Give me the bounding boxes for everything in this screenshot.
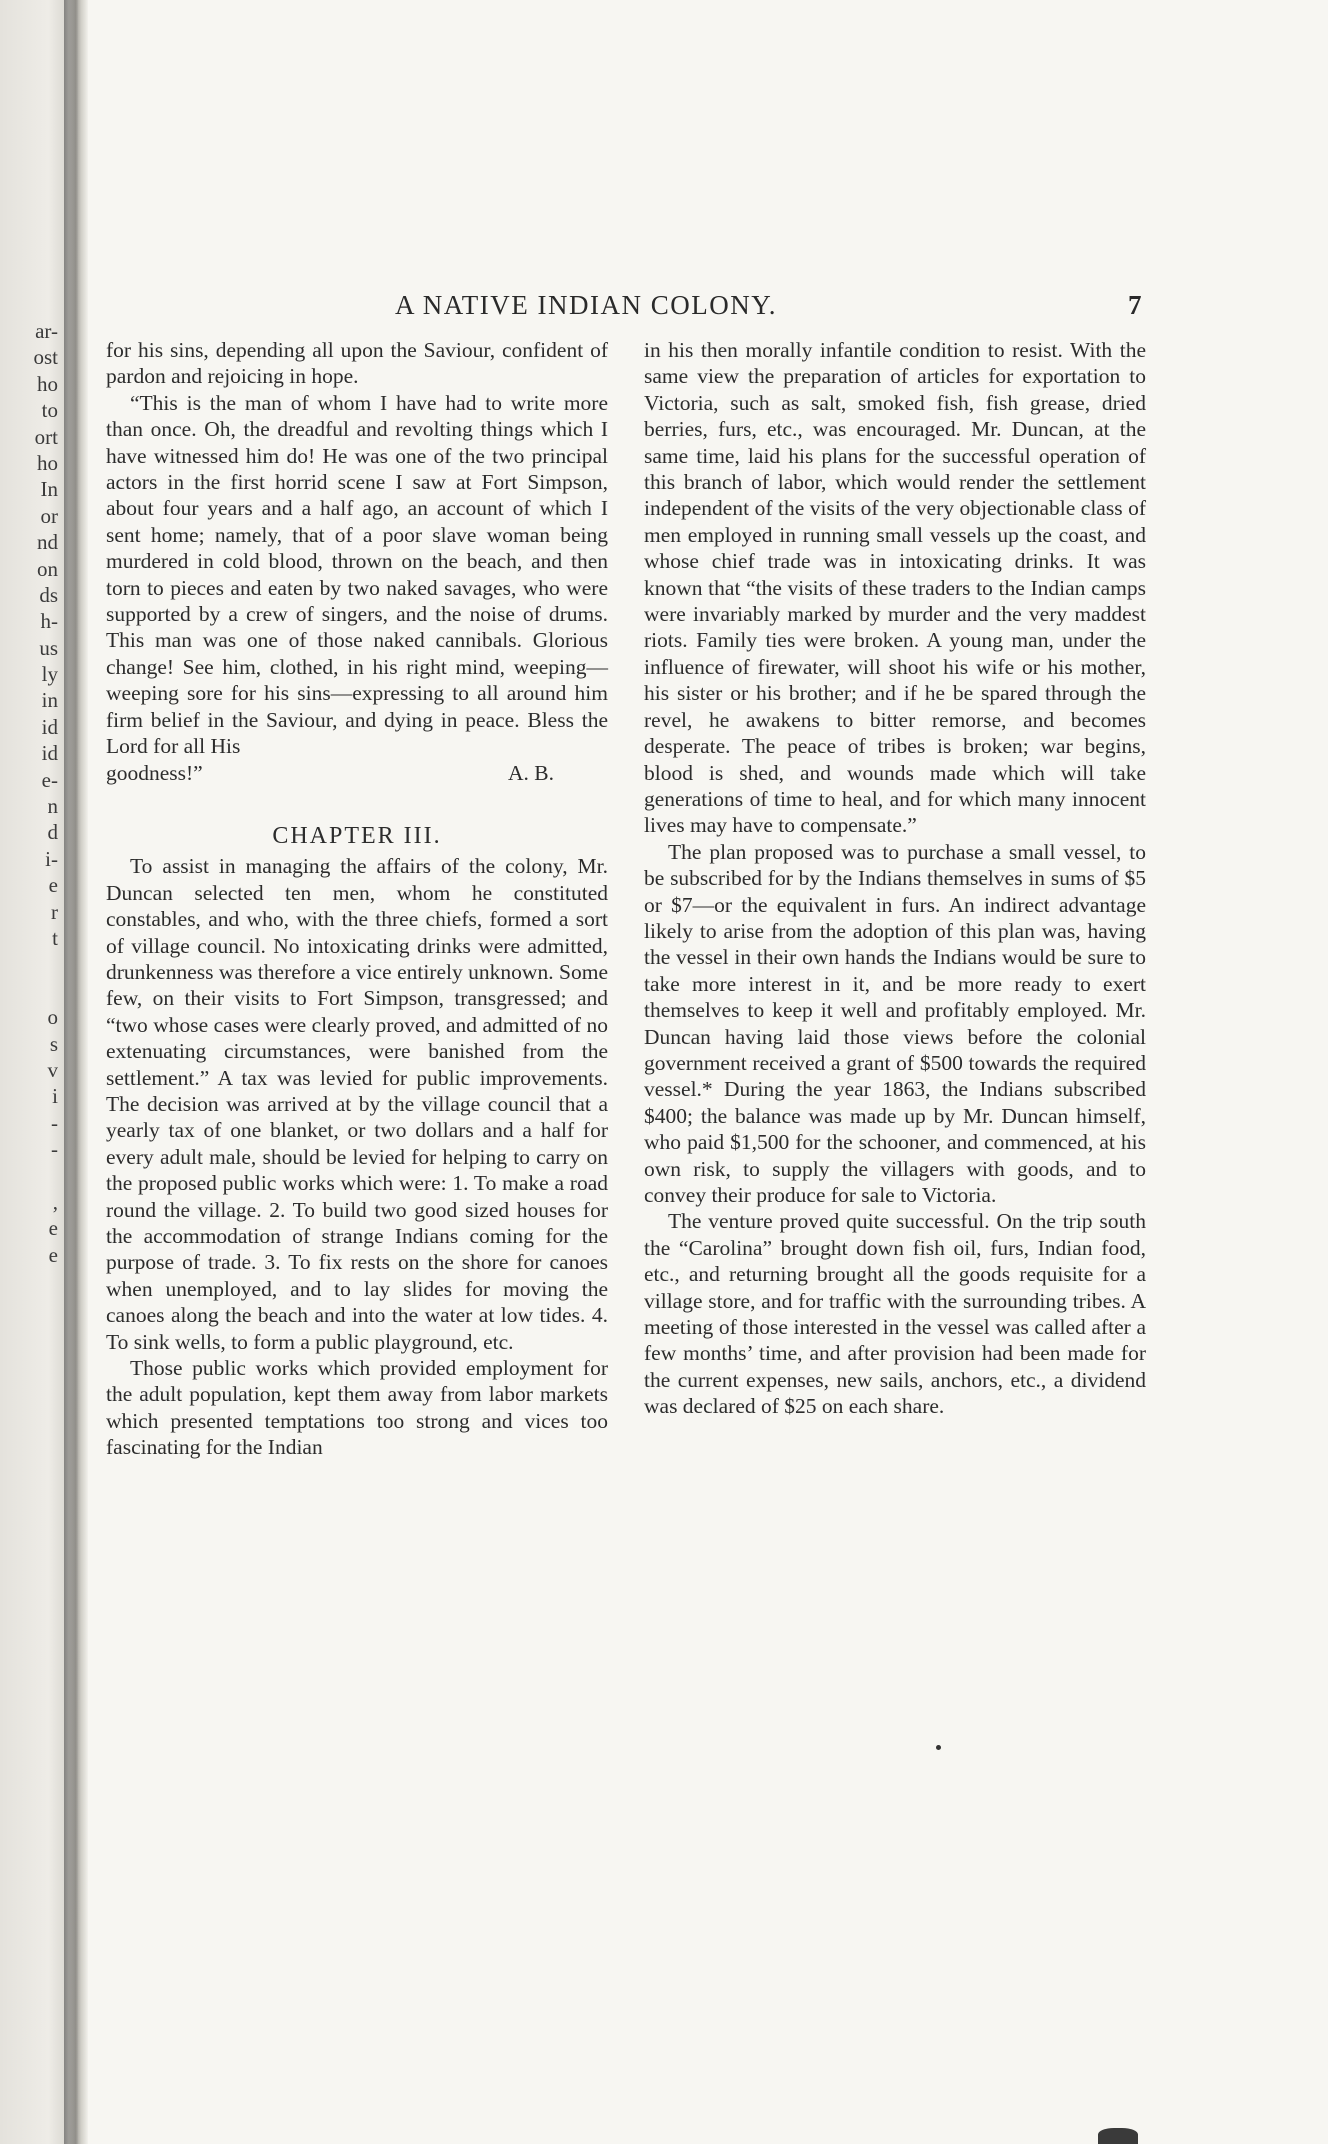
previous-page-fragments bbox=[0, 318, 58, 1268]
previous-page-fragment: d bbox=[47, 820, 58, 845]
previous-page-fragment: or bbox=[40, 503, 58, 528]
previous-page-fragment: - bbox=[51, 1110, 58, 1135]
previous-page-fragment: ort bbox=[34, 424, 58, 449]
signature-initials: A. B. bbox=[508, 760, 554, 785]
previous-page-fragment: nd bbox=[37, 530, 58, 555]
previous-page-fragment: in bbox=[41, 688, 58, 713]
previous-page-fragment: , bbox=[52, 1189, 58, 1214]
previous-page-fragment: v bbox=[47, 1057, 58, 1082]
previous-page-fragment: e bbox=[48, 1216, 58, 1241]
previous-page-fragment: ds bbox=[39, 582, 58, 607]
previous-page-fragment: n bbox=[47, 794, 58, 819]
previous-page-fragment: ar- bbox=[35, 319, 58, 343]
paragraph: for his sins, depending all upon the Saviour, confident of pardon and rejoicing in hope. bbox=[106, 338, 608, 389]
previous-page-fragment: ho bbox=[37, 371, 58, 396]
quote-signature-line bbox=[106, 760, 608, 786]
scan-speck bbox=[936, 1745, 941, 1750]
previous-page-fragment: i bbox=[52, 1084, 58, 1109]
scan-speck bbox=[1098, 2128, 1138, 2144]
previous-page-fragment: h- bbox=[40, 609, 58, 634]
paragraph: To assist in managing the affairs of the colony, Mr. Duncan selected ten men, whom he constituted constables, and who, with the three chiefs, formed a sort of village council. No intoxicating drinks were admitted, drunkenness was therefore a vice entirely unknown. Some few, on their visits to Fort Simpson, transgressed; and “two whose cases were clearly proved, and admitted of no extenuating circumstances, were banished from the settlement.” A tax was levied for public improvements. The decision was arrived at by the village council that a yearly tax of one blanket, or two dollars and a half for every adult male, should be levied for helping to carry on the proposed public works which were: 1. To make a road round the village. 2. To build two good sized houses for the accommodation of strange Indians coming for the purpose of trade. 3. To fix rests on the shore for canoes when unemployed, and to lay slides for moving the canoes along the beach and into the water at low tides. 4. To sink wells, to form a public playground, etc. bbox=[106, 854, 608, 1354]
chapter-heading: CHAPTER III. bbox=[272, 822, 442, 849]
paragraph: “This is the man of whom I have had to write more than once. Oh, the dreadful and revolting things which I have witnessed him do! He was one of the two principal actors in the first horrid scene I saw at Fort Simpson, about four years and a half ago, an account of which I sent home; namely, that of a poor slave woman being murdered in cold blood, thrown on the beach, and then torn to pieces and eaten by two naked savages, who were supported by a crew of singers, and the noise of drums. This man was one of those naked cannibals. Glorious change! See him, clothed, in his right mind, weeping—weeping sore for his sins—expressing to all around him firm belief in the Saviour, and dying in peace. Bless the Lord for all His bbox=[106, 390, 608, 759]
right-column bbox=[644, 337, 1146, 1420]
previous-page-fragment: id bbox=[41, 714, 58, 739]
previous-page-fragment: - bbox=[51, 1137, 58, 1162]
previous-page-fragment bbox=[0, 1163, 58, 1189]
previous-page-fragment bbox=[0, 951, 58, 977]
previous-page-fragment: e bbox=[48, 1242, 58, 1267]
previous-page-fragment: ost bbox=[33, 345, 58, 370]
previous-page-fragment: us bbox=[39, 635, 58, 660]
previous-page-fragment: ho bbox=[37, 450, 58, 475]
binding-shadow bbox=[64, 0, 78, 2144]
previous-page-fragment bbox=[0, 978, 58, 1004]
previous-page-fragment: In bbox=[40, 477, 58, 502]
previous-page-fragment: id bbox=[41, 741, 58, 766]
paragraph: Those public works which provided employment for the adult population, kept them away from labor markets which presented temptations too strong and vices too fascinating for the Indian bbox=[106, 1356, 608, 1460]
paragraph: The venture proved quite successful. On the trip south the “Carolina” brought down fish oil, furs, Indian food, etc., and returning brought all the goods requisite for a village store, and for traffic with the surrounding tribes. A meeting of those interested in the vessel was called after a few months’ time, and after provision had been made for the current expenses, new sails, anchors, etc., a dividend was declared of $25 on each share. bbox=[644, 1209, 1146, 1419]
previous-page-fragment: on bbox=[37, 556, 58, 581]
previous-page-fragment: e bbox=[48, 873, 58, 898]
quote-end: goodness!” bbox=[106, 760, 203, 785]
previous-page-fragment: to bbox=[41, 398, 58, 423]
page-number: 7 bbox=[1128, 290, 1143, 320]
left-column bbox=[106, 337, 608, 1461]
paragraph: in his then morally infantile condition to resist. With the same view the preparation of articles for exportation to Victoria, such as salt, smoked fish, fish grease, dried berries, furs, etc., was encouraged. Mr. Duncan, at the same time, laid his plans for the successful operation of this branch of labor, which would render the settlement independent of the visits of the very objectionable class of men employed in running small vessels up the coast, and whose chief trade was in intoxicating drinks. It was known that “the visits of these traders to the Indian camps were invariably marked by murder and the very maddest riots. Family ties were broken. A young man, under the influence of firewater, will shoot his wife or his mother, his sister or his brother; and if he be spared through the revel, he awakens to bitter remorse, and becomes desperate. The peace of tribes is broken; war begins, blood is shed, and wounds made which will take generations of time to heal, and for which many innocent lives may have to compensate.” bbox=[644, 338, 1146, 838]
previous-page-fragment: ly bbox=[41, 662, 58, 687]
running-head-title: A NATIVE INDIAN COLONY. bbox=[395, 290, 777, 320]
paragraph: The plan proposed was to purchase a small vessel, to be subscribed for by the Indians themselves in sums of $5 or $7—or the equivalent in furs. An indirect advantage likely to arise from the adoption of this plan was, having the vessel in their own hands the Indians would be sure to take more interest in it, and be more ready to exert themselves to keep it well and profitably employed. Mr. Duncan having laid those views before the colonial government received a grant of $500 towards the required vessel.* During the year 1863, the Indians subscribed $400; the balance was made up by Mr. Duncan himself, who paid $1,500 for the schooner, and commenced, at his own risk, to supply the villagers with goods, and to convey their produce for sale to Victoria. bbox=[644, 839, 1146, 1207]
previous-page-fragment: e- bbox=[41, 767, 58, 792]
previous-page-fragment: s bbox=[49, 1031, 58, 1056]
previous-page-fragment: o bbox=[47, 1005, 58, 1030]
previous-page-fragment: r bbox=[51, 899, 58, 924]
previous-page-fragment: i- bbox=[45, 846, 58, 871]
previous-page-fragment: t bbox=[52, 925, 58, 950]
